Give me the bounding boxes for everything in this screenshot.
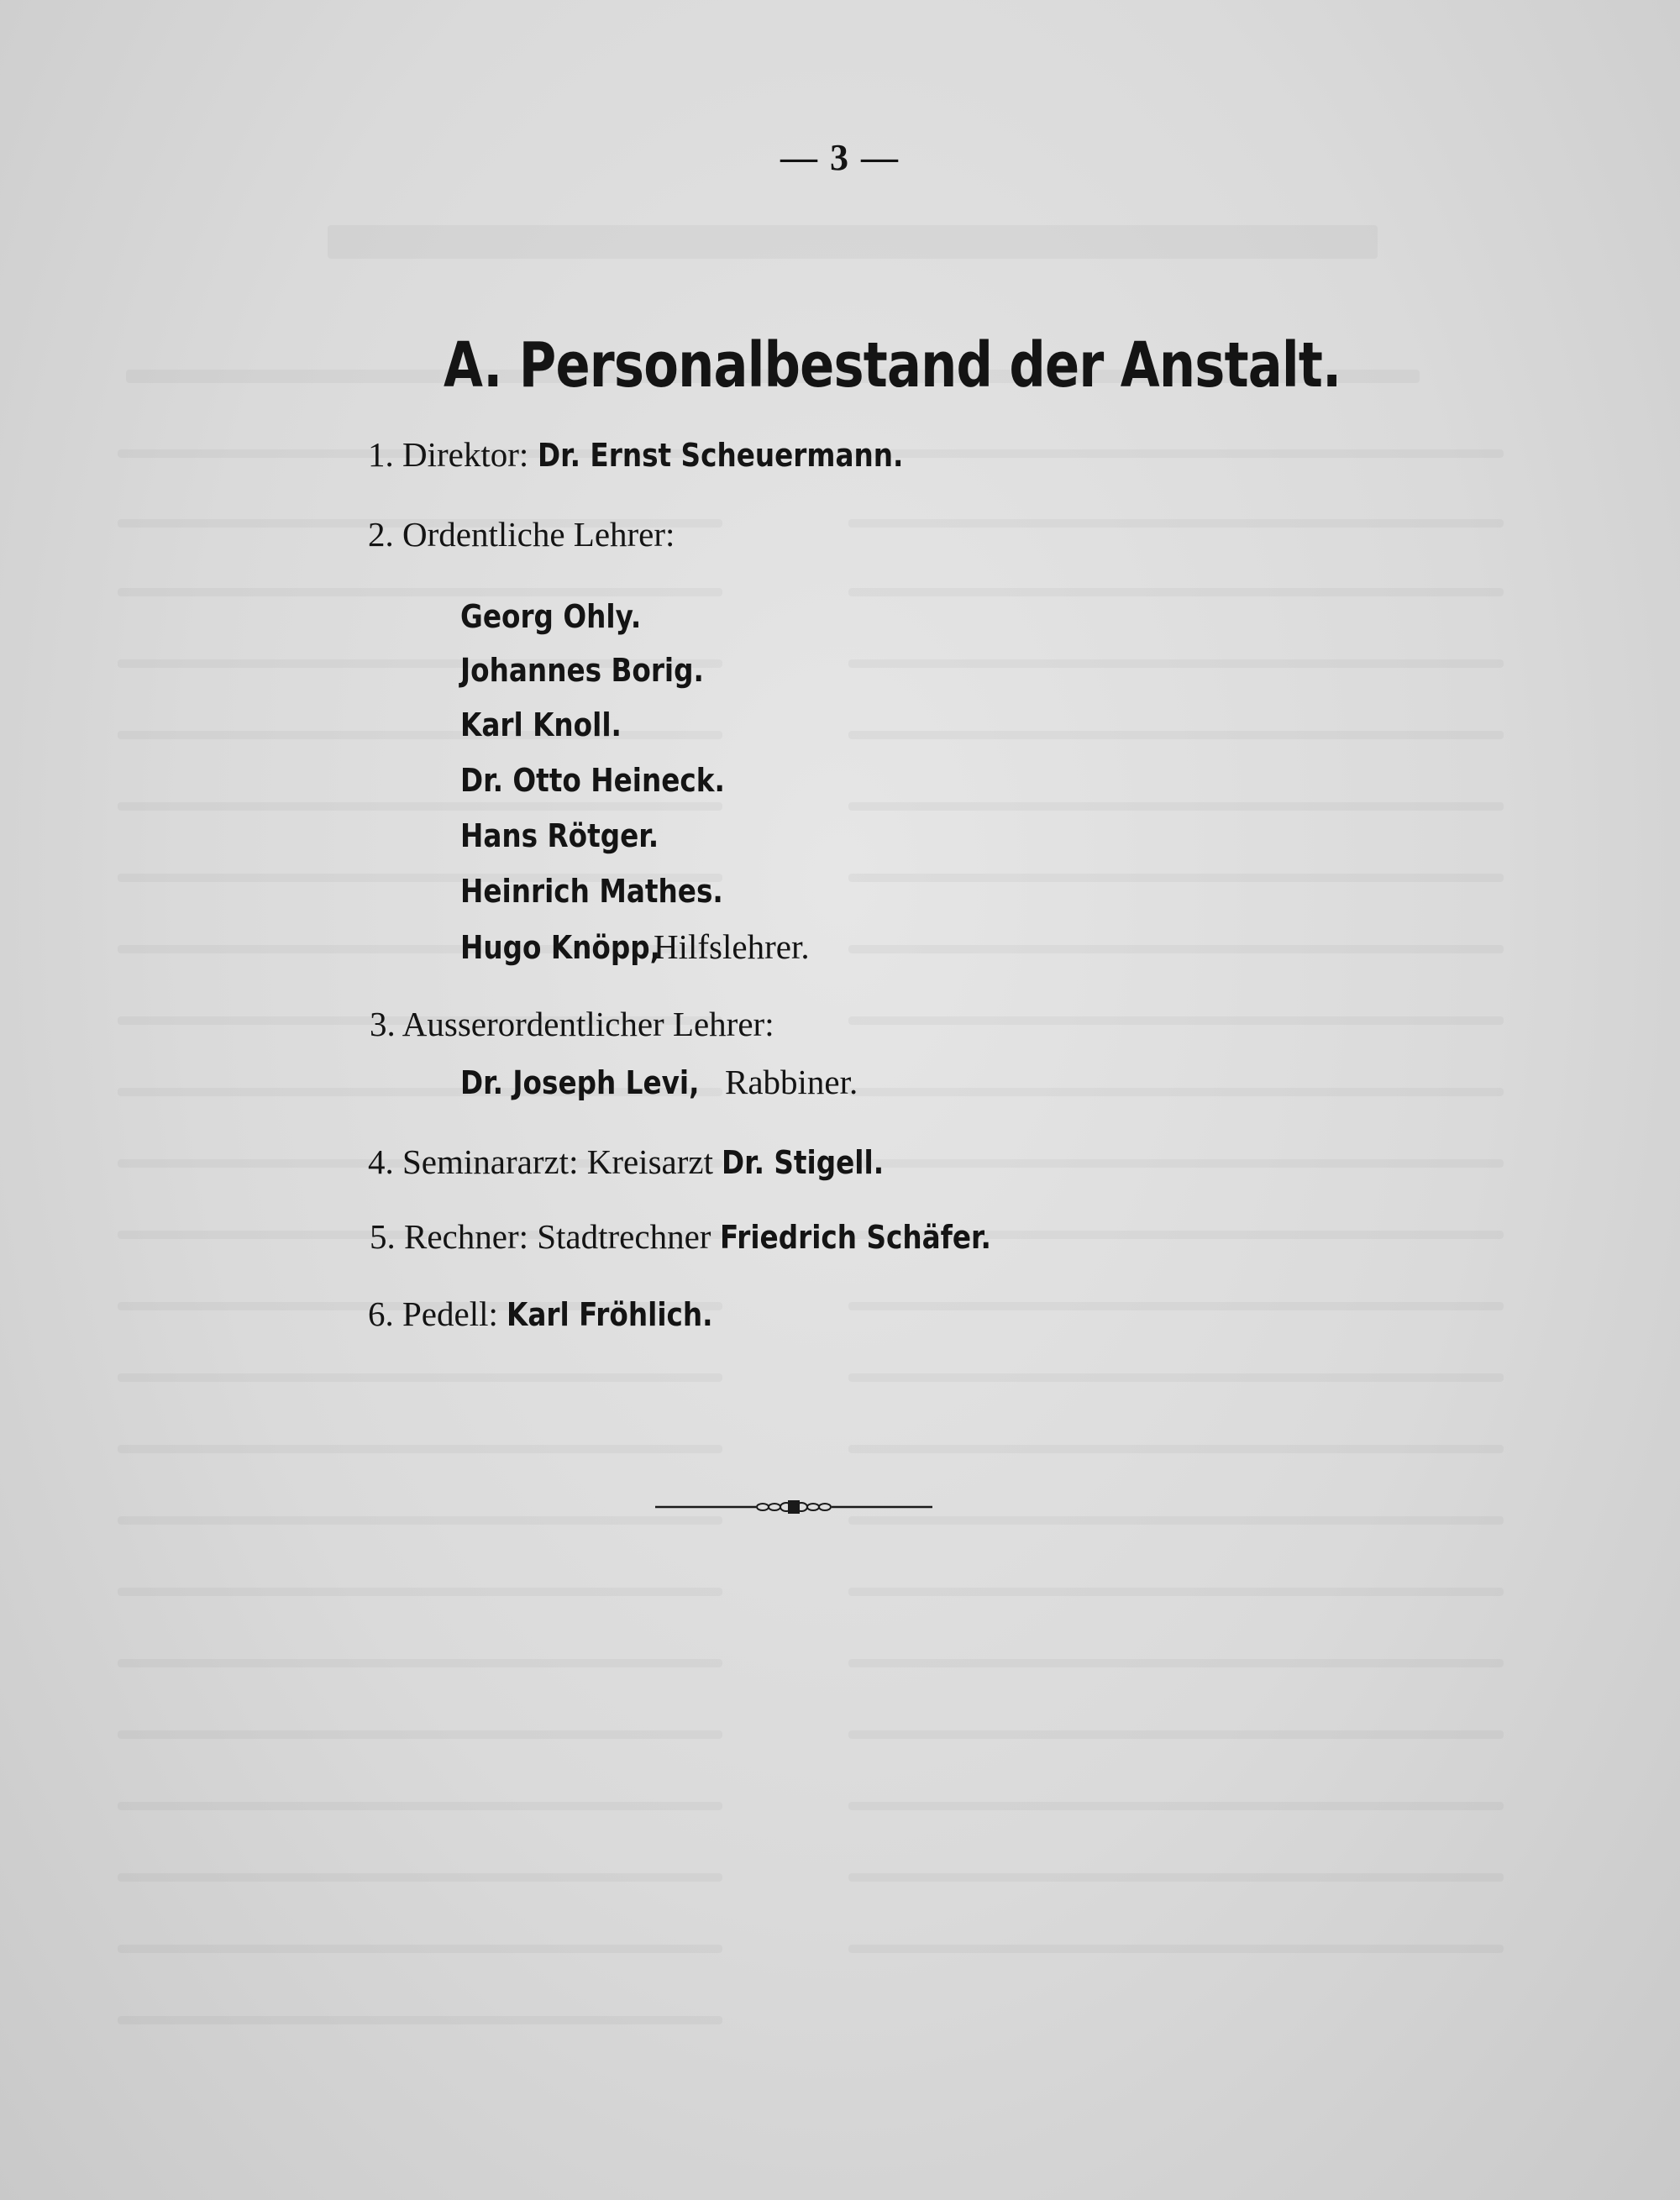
janitor-line — [368, 1294, 747, 1334]
item-number: 2. — [368, 515, 394, 554]
accountant-title: Stadtrechner — [537, 1217, 711, 1256]
extraordinary-teacher-name: Dr. Joseph Levi, — [460, 1064, 700, 1101]
teacher-role: Hilfslehrer. — [654, 927, 810, 966]
director-name: Dr. Ernst Scheuermann. — [537, 437, 904, 474]
seminar-doctor-name: Dr. Stigell. — [722, 1144, 885, 1181]
teacher-name — [460, 704, 648, 744]
item-number: 4. — [368, 1142, 394, 1181]
item-number: 1. — [368, 435, 394, 474]
seminar-doctor-title: Kreisarzt — [586, 1142, 713, 1181]
teacher-name — [460, 870, 766, 911]
extraordinary-teacher-role: Rabbiner. — [725, 1063, 858, 1101]
teacher-name-text: Johannes Borig. — [460, 652, 704, 689]
ornament-divider-icon — [655, 1495, 932, 1519]
teacher-name — [460, 759, 768, 800]
seminar-doctor-label: Seminararzt: — [402, 1142, 579, 1181]
director-label: Direktor: — [402, 435, 529, 474]
item-number: 5. — [370, 1217, 396, 1256]
teacher-name-text: Dr. Otto Heineck. — [460, 762, 725, 799]
regular-teachers-heading — [368, 514, 675, 554]
teacher-name — [460, 815, 691, 855]
accountant-name: Friedrich Schäfer. — [719, 1219, 991, 1256]
teacher-name-text: Hans Rötger. — [460, 817, 659, 854]
teacher-name — [460, 649, 743, 690]
section-title: A. Personalbestand der Anstalt. — [444, 329, 1341, 402]
teacher-name-text: Heinrich Mathes. — [460, 873, 723, 910]
director-line — [368, 434, 963, 475]
teacher-name — [460, 596, 670, 636]
extraordinary-teacher-label: Ausserordentlicher Lehrer: — [402, 1005, 774, 1043]
regular-teachers-label: Ordentliche Lehrer: — [402, 515, 675, 554]
janitor-label: Pedell: — [402, 1294, 498, 1333]
extraordinary-teacher-line — [460, 1062, 858, 1102]
item-number: 6. — [368, 1294, 394, 1333]
janitor-name: Karl Fröhlich. — [507, 1296, 713, 1333]
item-number: 3. — [370, 1005, 396, 1043]
teacher-name-text: Hugo Knöpp, — [460, 929, 661, 966]
teacher-name-text: Georg Ohly. — [460, 598, 642, 635]
page-number: — 3 — — [780, 137, 900, 178]
seminar-doctor-line — [368, 1142, 911, 1182]
accountant-label: Rechner: — [404, 1217, 528, 1256]
accountant-line — [370, 1216, 1035, 1257]
teacher-name-text: Karl Knoll. — [460, 706, 622, 743]
extraordinary-teacher-heading — [370, 1004, 774, 1044]
teacher-name — [460, 927, 810, 967]
